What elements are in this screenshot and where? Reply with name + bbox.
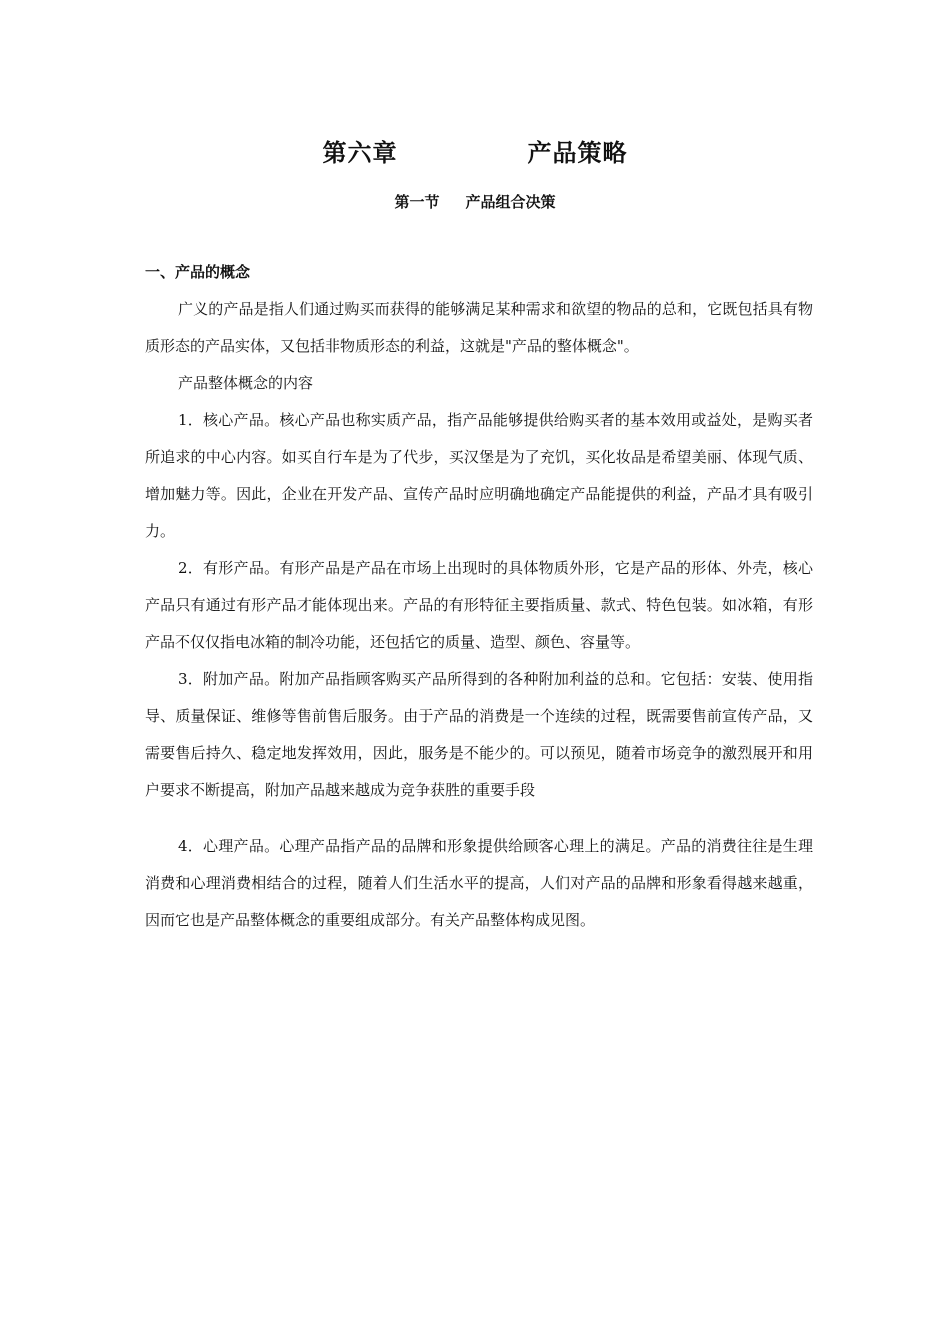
chapter-number: 第六章 bbox=[322, 138, 398, 167]
subsection-heading: 一、产品的概念 bbox=[145, 263, 251, 281]
paragraph-augmented-product: 3．附加产品。附加产品指顾客购买产品所得到的各种附加利益的总和。它包括：安装、使用指导、质量保证、维修等售前售后服务。由于产品的消费是一个连续的过程，既需要售前宣传产品，又需要售后持久、稳定地发挥效用，因此，服务是不能少的。可以预见，随着市场竞争的激烈展开和用户要求不断提高，附加产品越来越成为竞争获胜的重要手段 bbox=[145, 670, 813, 799]
paragraph-contents-label: 产品整体概念的内容 bbox=[178, 374, 314, 392]
paragraph-definition: 广义的产品是指人们通过购买而获得的能够满足某种需求和欲望的物品的总和，它既包括具有物质形态的产品实体，又包括非物质形态的利益，这就是"产品的整体概念"。 bbox=[145, 300, 813, 355]
paragraph-psychological-product: 4．心理产品。心理产品指产品的品牌和形象提供给顾客心理上的满足。产品的消费往往是生理消费和心理消费相结合的过程，随着人们生活水平的提高，人们对产品的品牌和形象看得越来越重，因而它也是产品整体概念的重要组成部分。有关产品整体构成见图。 bbox=[145, 837, 813, 929]
section-title bbox=[0, 191, 950, 212]
section-number: 第一节 bbox=[394, 193, 440, 211]
paragraph-core-product: 1．核心产品。核心产品也称实质产品，指产品能够提供给购买者的基本效用或益处，是购买者所追求的中心内容。如买自行车是为了代步，买汉堡是为了充饥，买化妆品是希望美丽、体现气质、增加魅力等。因此，企业在开发产品、宣传产品时应明确地确定产品能提供的利益，产品才具有吸引力。 bbox=[145, 411, 813, 540]
section-name: 产品组合决策 bbox=[465, 193, 556, 211]
document-body bbox=[145, 259, 813, 939]
chapter-name: 产品策略 bbox=[527, 138, 628, 167]
chapter-title bbox=[0, 133, 950, 168]
paragraph-tangible-product: 2．有形产品。有形产品是产品在市场上出现时的具体物质外形，它是产品的形体、外壳，核心产品只有通过有形产品才能体现出来。产品的有形特征主要指质量、款式、特色包装。如冰箱，有形产品不仅仅指电冰箱的制冷功能，还包括它的质量、造型、颜色、容量等。 bbox=[145, 559, 813, 651]
